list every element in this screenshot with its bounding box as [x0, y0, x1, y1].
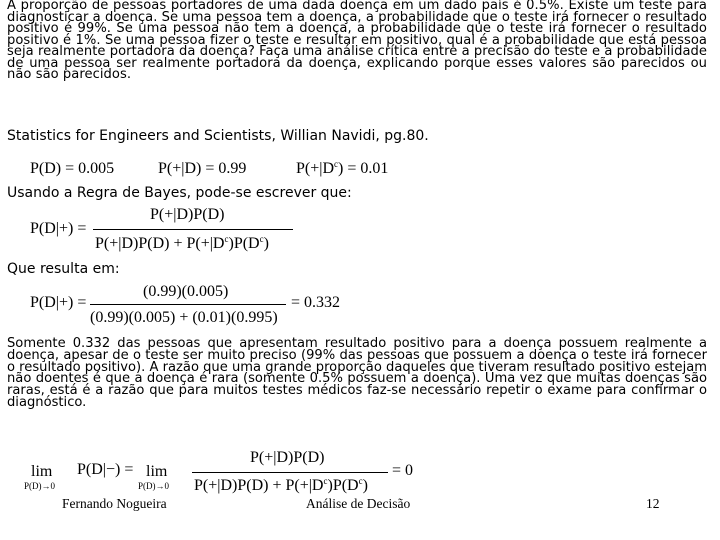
limit-fraction-line: [192, 472, 388, 473]
result-fraction-line: [90, 304, 286, 305]
bayes-fraction-line: [93, 229, 293, 230]
source-citation: Statistics for Engineers and Scientists, Willian Navidi, pg.80.: [7, 128, 429, 144]
result-lhs: P(D|+) =: [30, 294, 87, 311]
limit-value: = 0: [392, 462, 414, 479]
limit-denominator: $P(+|D)P(D) + P(+|D^c)P(D^c)$: [194, 476, 368, 494]
bayes-denominator: $P(+|D)P(D) + P(+|D^c)P(D^c)$: [95, 234, 269, 252]
given-ppdc: $P(+|D^c) = 0.01$: [296, 159, 389, 177]
result-numerator: (0.99)(0.005): [143, 283, 229, 300]
bayes-lhs: P(D|+) =: [30, 220, 87, 237]
limit-numerator: P(+|D)P(D): [250, 449, 325, 466]
footer-author: Fernando Nogueira: [62, 496, 167, 511]
bayes-label: Usando a Regra de Bayes, pode-se escrever que:: [7, 185, 352, 201]
result-label: Que resulta em:: [7, 261, 120, 277]
problem-paragraph: A proporção de pessoas portadores de uma dada doença em um dado país é 0.5%. Existe um teste para diagnosticar a doença. Se uma pessoa tem a doença, a probabilidade que o teste irá fornecer o resultado positivo é 99%. Se uma pessoa não tem a doença, a probabilidade que o teste irá fornecer o resultado positivo é 1%. Se uma pessoa fizer o teste e resultar em positivo, qual é a probabilidade que está pessoa seja realmente portadora da doença? Faça uma análise crítica entre a precisão do teste e a probabilidade de uma pessoa ser realmente portadora da doença, explicando porque esses valores são parecidos ou não são parecidos.: [7, 0, 707, 82]
limit-lim-1: lim: [31, 463, 53, 480]
conclusion-paragraph: Somente 0.332 das pessoas que apresentam resultado positivo para a doença possuem realmente a doença, apesar de o teste ser muito preciso (99% das pessoas que possuem a doença o teste irá fornecer o resultado positivo). A razão que uma grande proporção daqueles que tiveram resultado positivo estejam não doentes é que a doença é rara (somente 0.5% possuem a doença). Uma vez que muitas doenças são raras, está é a razão que para muitos testes médicos faz-se necessário repetir o exame para confirmar o diagnóstico.: [7, 336, 707, 410]
bayes-numerator: P(+|D)P(D): [150, 206, 225, 223]
limit-sub-1: P(D)→0: [24, 481, 55, 491]
result-value: = 0.332: [291, 294, 341, 311]
footer-course: Análise de Decisão: [306, 496, 411, 511]
result-denominator: (0.99)(0.005) + (0.01)(0.995): [90, 309, 278, 326]
limit-lim-2: lim: [146, 463, 168, 480]
given-pd: P(D) = 0.005: [30, 160, 115, 177]
limit-sub-2: P(D)→0: [138, 481, 169, 491]
problem-statement: [7, 0, 707, 81]
given-ppd: P(+|D) = 0.99: [158, 160, 247, 177]
limit-lhs: P(D|−) =: [77, 461, 134, 478]
footer-page-number: 12: [646, 496, 660, 511]
